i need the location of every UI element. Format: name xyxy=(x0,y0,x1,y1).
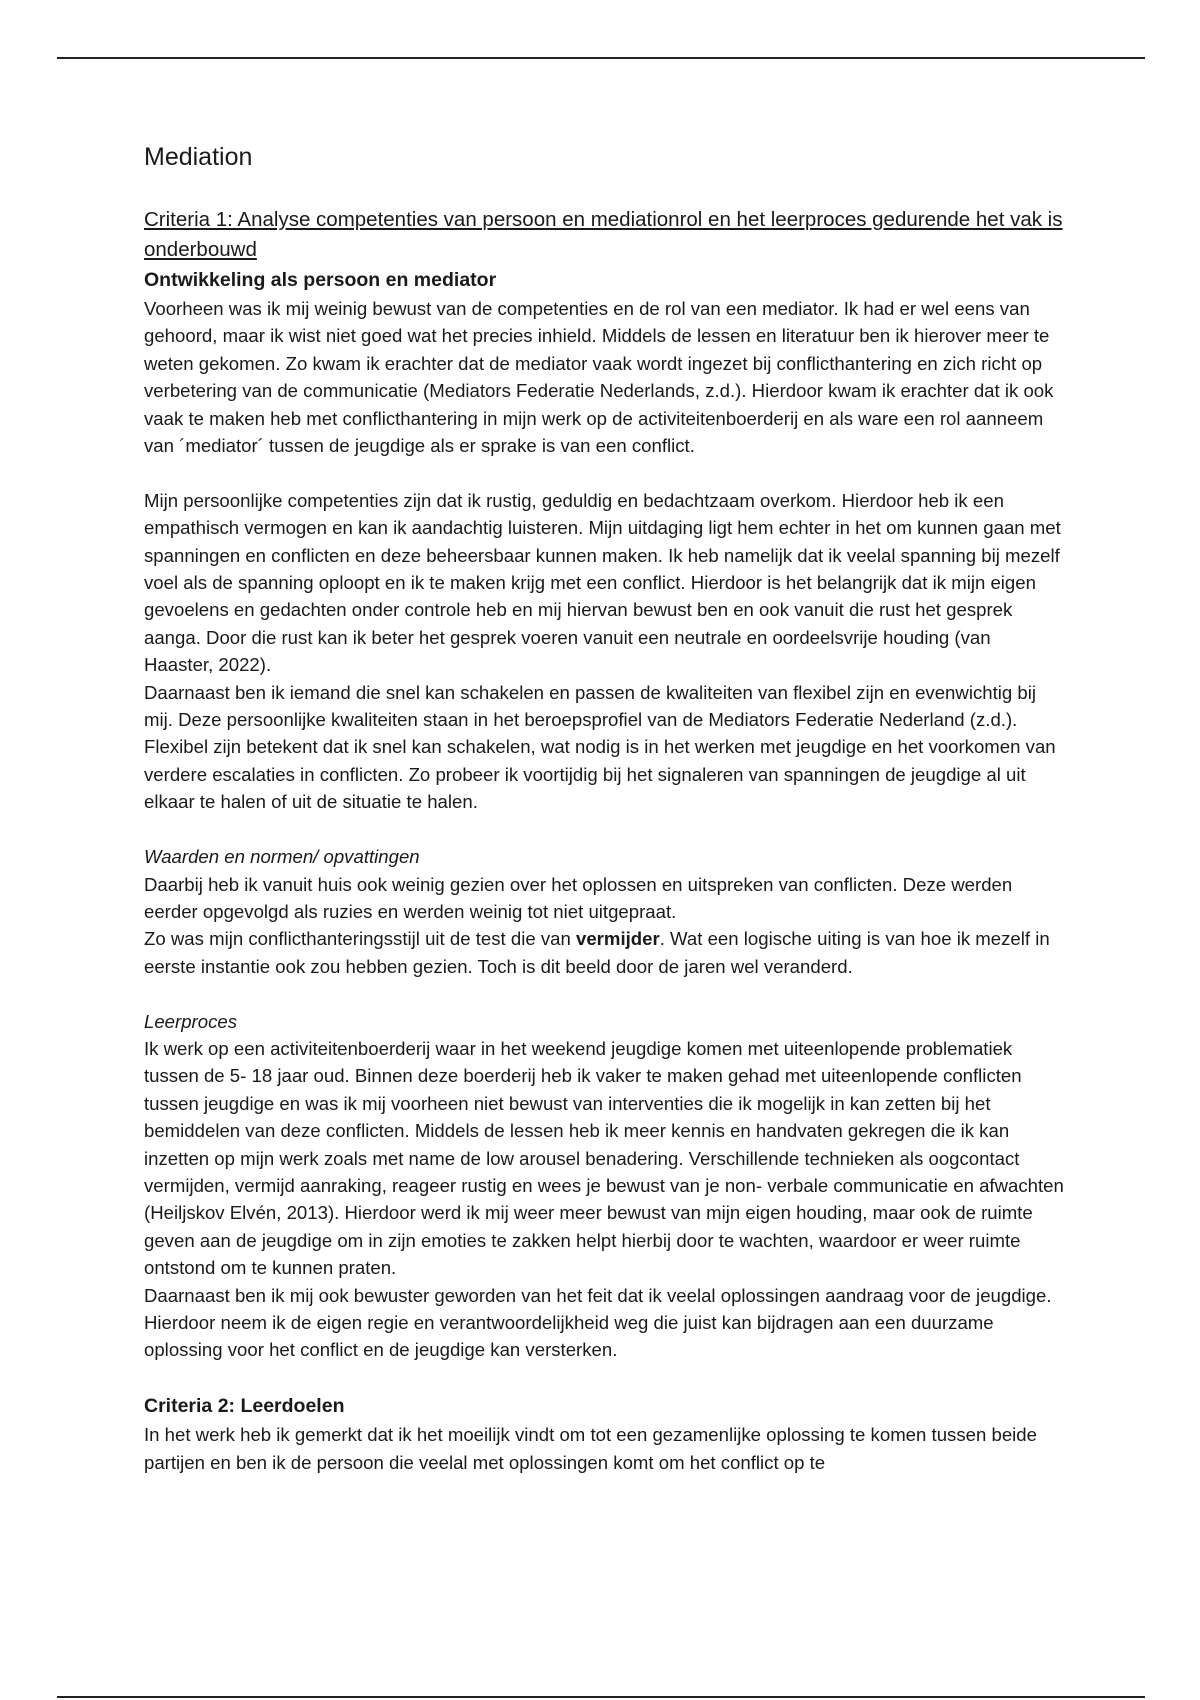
document-title: Mediation xyxy=(144,143,253,171)
paragraph-1: Voorheen was ik mij weinig bewust van de competenties en de rol van een mediator. Ik had er wel eens van gehoord, maar ik wist niet goed wat het precies inhield. Middels de lessen en literatuur ben ik hierover meer te weten gekomen. Zo kwam ik erachter dat de mediator vaak wordt ingezet bij conflicthantering en zich richt op verbetering van de communicatie (Mediators Federatie Nederlands, z.d.). Hierdoor kwam ik erachter dat ik ook vaak te maken heb met conflicthantering in mijn werk op de activiteitenboerderij en als ware een rol aanneem van ´mediator´ tussen de jeugdige als er sprake is van een conflict. xyxy=(144,298,1054,457)
paragraph-6: Ik werk op een activiteitenboerderij waar in het weekend jeugdige komen met uiteenlopende problematiek tussen de 5- 18 jaar oud. Binnen deze boerderij heb ik vaker te maken gehad met uiteenlopende conflicten tussen jeugdige en was ik mij voorheen niet bewust van interventies die ik mogelijk in kan zetten bij het bemiddelen van deze conflicten. Middels de lessen heb ik meer kennis en handvaten gekregen die ik kan inzetten op mijn werk zoals met name de low arousel benadering. Verschillende technieken als oogcontact vermijden, vermijd aanraking, reageer rustig en wees je bewust van je non- verbale communicatie en afwachten (Heiljskov Elvén, 2013). Hierdoor werd ik mij weer meer bewust van mijn eigen houding, maar ook de ruimte geven aan de jeugdige om in zijn emoties te zakken helpt hierbij door te wachten, waardoor er weer ruimte ontstond om te kunnen praten. xyxy=(144,1037,1064,1279)
paragraph-4: Daarbij heb ik vanuit huis ook weinig gezien over het oplossen en uitspreken van conflicten. Deze werden eerder opgevolgd als ruzies en werden weinig tot niet uitgepraat. xyxy=(144,873,1013,922)
paragraph-3: Daarnaast ben ik iemand die snel kan schakelen en passen de kwaliteiten van flexibel zijn en evenwichtig bij mij. Deze persoonlijke kwaliteiten staan in het beroepsprofiel van de Mediators Federatie Nederland (z.d.). Flexibel zijn betekent dat ik snel kan schakelen, wat nodig is in het werken met jeugdige en het voorkomen van verdere escalaties in conflicten. Zo probeer ik voortijdig bij het signaleren van spanningen de jeugdige al uit elkaar te halen of uit de situatie te halen. xyxy=(144,681,1056,813)
section-heading-ontwikkeling: Ontwikkeling als persoon en mediator xyxy=(144,269,497,291)
section-heading-leerproces: Leerproces xyxy=(144,1010,238,1032)
paragraph-5-text: Zo was mijn conflicthanteringsstijl uit de test die van xyxy=(144,928,576,950)
spacer xyxy=(144,980,1064,1007)
criteria-2-heading: Criteria 2: Leerdoelen xyxy=(144,1395,345,1418)
paragraph-7: Daarnaast ben ik mij ook bewuster geworden van het feit dat ik veelal oplossingen aandraag voor de jeugdige. Hierdoor neem ik de eigen regie en verantwoordelijkheid weg die juist kan bijdragen aan een duurzame oplossing voor het conflict en de jeugdige kan versterken. xyxy=(144,1284,1052,1361)
section-heading-waarden: Waarden en normen/ opvattingen xyxy=(144,846,420,868)
paragraph-5-bold: vermijder xyxy=(576,928,660,950)
spacer xyxy=(144,816,1064,843)
paragraph-2: Mijn persoonlijke competenties zijn dat ik rustig, geduldig en bedachtzaam overkom. Hierdoor heb ik een empathisch vermogen en kan ik aandachtig luisteren. Mijn uitdaging ligt hem echter in het om kunnen gaan met spanningen en conflicten en deze beheersbaar kunnen maken. Ik heb namelijk dat ik veelal spanning bij mezelf voel als de spanning oploopt en ik te maken krijg met een conflict. Hierdoor is het belangrijk dat ik mijn eigen gevoelens en gedachten onder controle heb en mij hiervan bewust ben en ook vanuit die rust het gesprek aanga. Door die rust kan ik beter het gesprek voeren vanuit een neutrale en oordeelsvrije houding (van Haaster, 2022). xyxy=(144,489,1061,676)
spacer xyxy=(144,459,1064,486)
paragraph-5-text-end: . Wat een logische uiting is van hoe ik mezelf in eerste instantie ook zou hebben gezien. Toch is dit beeld door de jaren wel veranderd. xyxy=(144,928,1050,977)
paragraph-8: In het werk heb ik gemerkt dat ik het moeilijk vindt om tot een gezamenlijke oplossing te komen tussen beide partijen en ben ik de persoon die veelal met oplossingen komt om het conflict op te xyxy=(144,1424,1037,1473)
paragraph-5 xyxy=(144,925,1064,980)
spacer xyxy=(144,1364,1064,1391)
header-rule xyxy=(57,57,1145,59)
criteria-1-heading: Criteria 1: Analyse competenties van persoon en mediationrol en het leerproces gedurende het vak is onderbouwd xyxy=(144,208,1063,261)
document-body xyxy=(144,140,1064,1476)
footer-rule xyxy=(57,1696,1145,1698)
